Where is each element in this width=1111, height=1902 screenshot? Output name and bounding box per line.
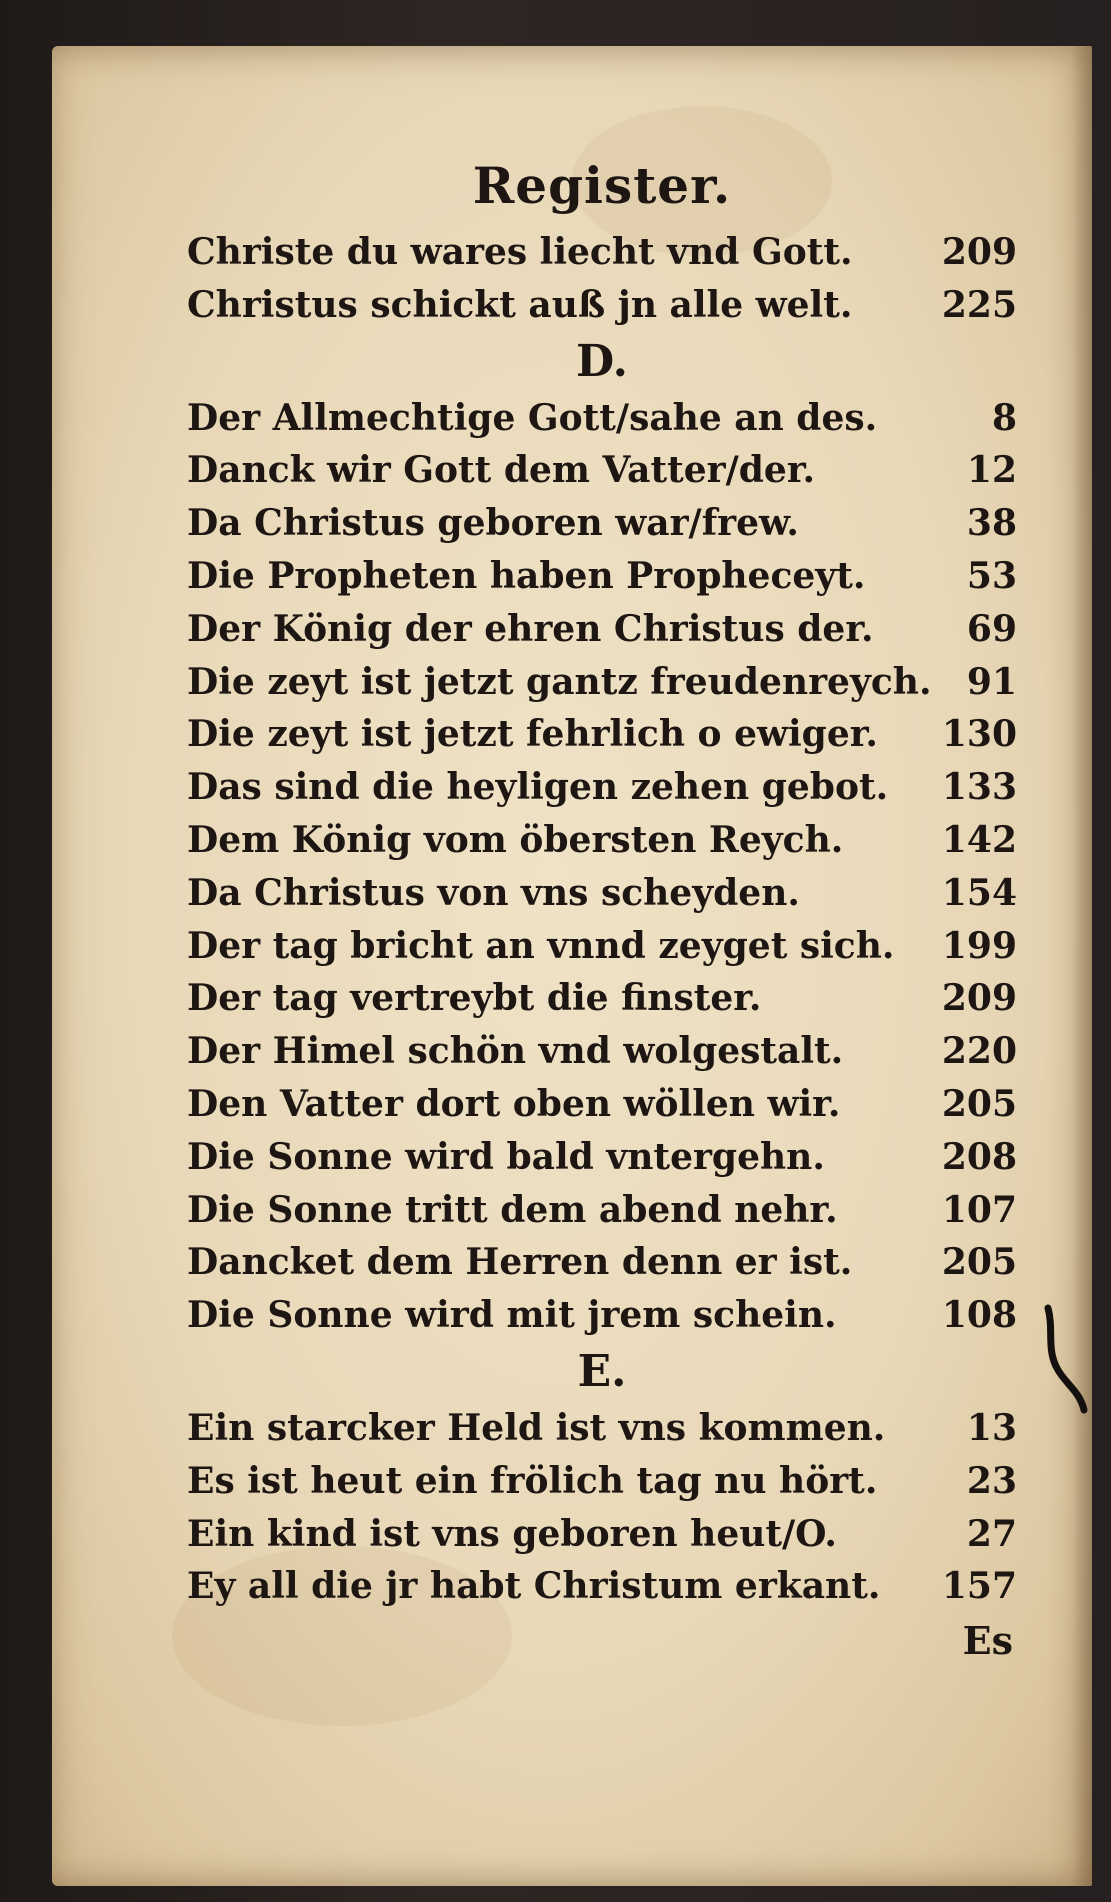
entry-page-number: 108 [941,1294,1017,1337]
entry-text: Die Sonne tritt dem abend nehr. [187,1188,838,1231]
entry-page-number: 199 [941,924,1017,967]
entry-text: Der tag vertreybt die finster. [187,977,762,1020]
register-entry [187,603,1017,656]
entry-text: Christe du wares liecht vnd Gott. [187,231,853,273]
entry-text: Dem König vom öbersten Reych. [187,818,844,861]
register-entry [187,226,1017,279]
entry-page-number: 205 [941,1082,1017,1125]
register-entry [187,972,1017,1025]
entry-text: Ein starcker Held ist vns kommen. [187,1406,886,1449]
register-entry [187,920,1017,973]
entry-text: Die Propheten haben Propheceyt. [187,554,866,597]
entry-page-number: 209 [941,231,1017,273]
register-entry [187,1560,1017,1613]
entry-page-number: 69 [966,607,1017,650]
entry-text: Christus schickt auß jn alle welt. [187,283,853,326]
entry-page-number: 8 [991,396,1017,439]
entry-page-number: 205 [941,1241,1017,1284]
entry-page-number: 142 [941,818,1017,861]
entry-page-number: 154 [941,871,1017,914]
register-content [187,146,1017,1669]
entry-text: Die zeyt ist jetzt fehrlich o ewiger. [187,713,878,756]
entry-text: Das sind die heyligen zehen gebot. [187,766,889,809]
entry-page-number: 38 [966,502,1017,545]
entry-text: Die Sonne wird bald vntergehn. [187,1135,825,1178]
page-title: Register. [472,156,732,215]
page-edge-shadow [1072,46,1092,1886]
entry-page-number: 157 [941,1565,1017,1608]
register-entry [187,761,1017,814]
register-entry [187,1455,1017,1508]
entry-text: Dancket dem Herren denn er ist. [187,1241,853,1284]
section-d [187,332,1017,1342]
entry-text: Danck wir Gott dem Vatter/der. [187,449,816,492]
catchword: Es [962,1618,1013,1664]
entry-text: Ey all die jr habt Christum erkant. [187,1565,881,1608]
entry-text: Der tag bricht an vnnd zeyget sich. [187,924,895,967]
register-entry [187,1402,1017,1455]
entry-text: Der Allmechtige Gott/sahe an des. [187,396,878,439]
entry-page-number: 133 [941,766,1017,809]
register-entry [187,1078,1017,1131]
register-entry [187,444,1017,497]
entry-page-number: 220 [941,1030,1017,1073]
entry-text: Den Vatter dort oben wöllen wir. [187,1082,841,1125]
register-entry [187,867,1017,920]
entry-page-number: 225 [941,283,1017,326]
section-letter-heading: D. [576,335,628,387]
register-entry [187,1508,1017,1561]
register-entry [187,1289,1017,1342]
register-entry [187,1236,1017,1289]
register-entry [187,708,1017,761]
register-entry [187,1025,1017,1078]
register-entry [187,1131,1017,1184]
section-c [187,226,1017,332]
entry-text: Die zeyt ist jetzt gantz freudenreych. [187,660,932,703]
entry-text: Der König der ehren Christus der. [187,607,874,650]
entry-text: Die Sonne wird mit jrem schein. [187,1294,837,1337]
entry-page-number: 23 [966,1459,1017,1502]
entry-text: Es ist heut ein frölich tag nu hört. [187,1459,878,1502]
entry-text: Ein kind ist vns geboren heut/O. [187,1512,837,1555]
section-e [187,1342,1017,1613]
entry-text: Der Himel schön vnd wolgestalt. [187,1030,844,1073]
entry-page-number: 53 [966,554,1017,597]
entry-page-number: 130 [941,713,1017,756]
register-entry [187,1184,1017,1237]
register-entry [187,497,1017,550]
entry-page-number: 91 [966,660,1017,703]
register-entry [187,814,1017,867]
entry-text: Da Christus geboren war/frew. [187,502,799,545]
entry-page-number: 27 [966,1512,1017,1555]
register-entry [187,392,1017,445]
entry-page-number: 13 [966,1406,1017,1449]
ink-margin-mark [1040,1300,1100,1430]
entry-page-number: 209 [941,977,1017,1020]
register-entry [187,279,1017,332]
register-entry [187,656,1017,709]
entry-page-number: 107 [941,1188,1017,1231]
section-letter-heading: E. [577,1345,627,1397]
book-page [52,46,1092,1886]
entry-page-number: 12 [966,449,1017,492]
entry-text: Da Christus von vns scheyden. [187,871,800,914]
entry-page-number: 208 [941,1135,1017,1178]
register-entry [187,550,1017,603]
